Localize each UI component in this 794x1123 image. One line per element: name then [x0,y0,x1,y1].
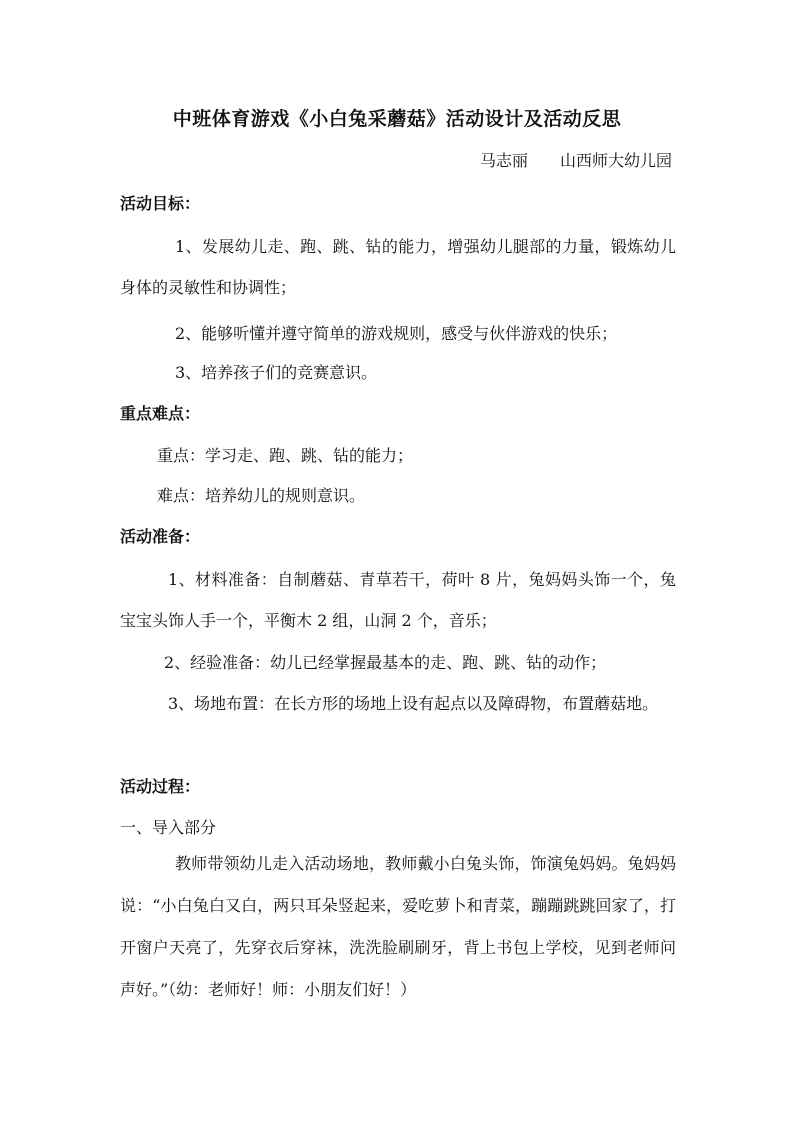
preparation-item-2: 2、经验准备：幼儿已经掌握最基本的走、跑、跳、钻的动作； [164,653,607,672]
goal-item-2: 2、能够听懂并遵守简单的游戏规则，感受与伙伴游戏的快乐； [175,324,618,343]
document-author: 马志丽 山西师大幼儿园 [479,151,672,170]
key-point-difficulty: 难点：培养幼儿的规则意识。 [157,486,366,505]
goal-item-1: 1、发展幼儿走、跑、跳、钻的能力，增强幼儿腿部的力量，锻炼幼儿身体的灵敏性和协调性； [120,237,676,297]
section-heading-goals: 活动目标： [120,194,201,213]
process-paragraph: 教师带领幼儿走入活动场地，教师戴小白兔头饰，饰演兔妈妈。兔妈妈说：“小白兔白又白，两只耳朵竖起来，爱吃萝卜和青菜，蹦蹦跳跳回家了，打开窗户天亮了，先穿衣后穿袜，洗洗脸刷刷牙，背上书包上学校，见到老师问声好。”（幼：老师好！师：小朋友们好！） [120,854,676,999]
document-title: 中班体育游戏《小白兔采蘑菇》活动设计及活动反思 [172,108,622,130]
section-heading-process: 活动过程： [120,777,201,796]
preparation-item-1: 1、材料准备：自制蘑菇、青草若干，荷叶 8 片，兔妈妈头饰一个，兔宝宝头饰人手一个，平衡木 2 组，山洞 2 个，音乐； [120,570,676,630]
section-heading-preparation: 活动准备： [120,527,201,546]
process-subheading: 一、导入部分 [120,818,217,837]
section-heading-key-points: 重点难点： [120,404,201,423]
goal-item-3: 3、培养孩子们的竞赛意识。 [175,363,378,382]
preparation-item-3: 3、场地布置：在长方形的场地上设有起点以及障碍物，布置蘑菇地。 [168,694,659,713]
key-point-focus: 重点：学习走、跑、跳、钻的能力； [157,446,414,465]
